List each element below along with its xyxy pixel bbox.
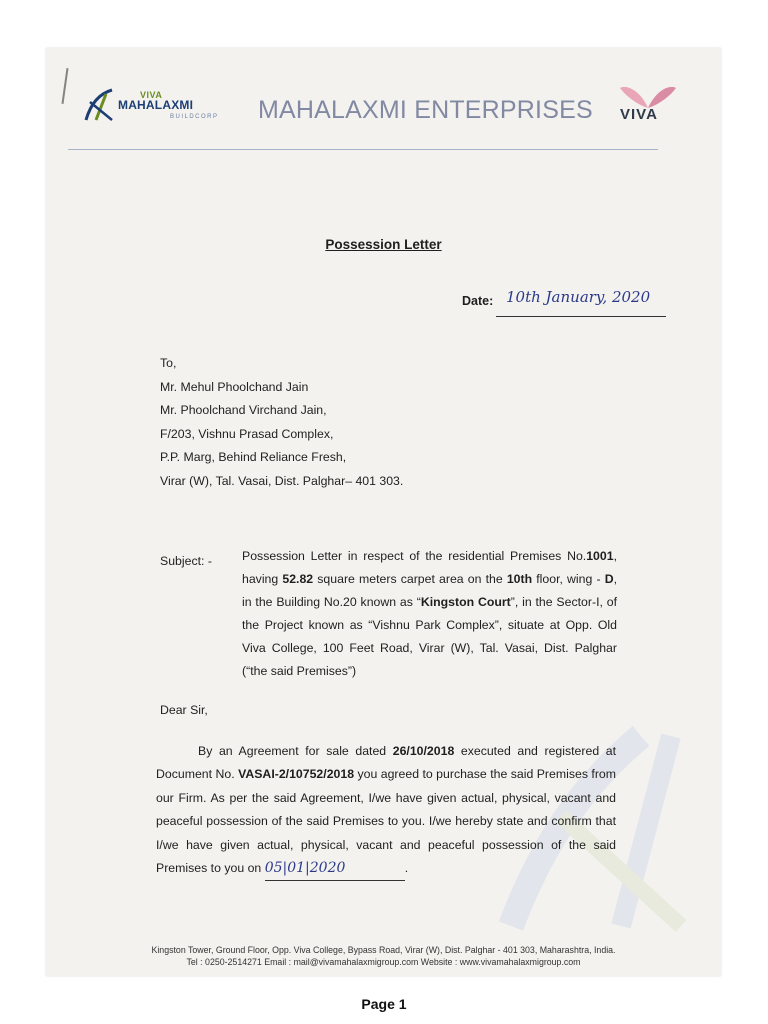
viva-butterfly-logo (612, 82, 684, 132)
building-name: Kingston Court (420, 595, 511, 609)
carpet-area: 52.82 (282, 572, 314, 586)
body-part: By an Agreement for sale dated (198, 744, 393, 758)
address-line: P.P. Marg, Behind Reliance Fresh, (160, 450, 347, 464)
letterhead (46, 48, 721, 158)
floor-number: 10th (506, 572, 533, 586)
logo-script-icon (82, 86, 122, 126)
footer-address: Kingston Tower, Ground Floor, Opp. Viva College, Bypass Road, Virar (W), Dist. Palghar - 401 303, Maharashtra, India. (151, 945, 616, 955)
brand-small-text: VIVA (140, 90, 163, 100)
address-line: F/203, Vishnu Prasad Complex, (160, 426, 334, 441)
address-line: Mr. Phoolchand Virchand Jain, (160, 403, 327, 417)
wing-letter: D (604, 572, 614, 586)
letter-page (46, 48, 721, 976)
recipient-address (160, 352, 403, 493)
letter-title: Possession Letter (325, 237, 442, 252)
footer-contact: Tel : 0250-2514271 Email : mail@vivamahalaxmigroup.com Website : www.vivamahalaxmigroup.com (186, 957, 581, 967)
document-number: VASAI-2/10752/2018 (238, 767, 355, 782)
company-name: MAHALAXMI ENTERPRISES (258, 96, 593, 124)
brand-main-text: MAHALAXMI (118, 98, 194, 112)
address-line: Virar (W), Tal. Vasai, Dist. Palghar– 401 303. (160, 473, 404, 488)
page-number: Page 1 (361, 996, 407, 1012)
address-line: To, (160, 356, 177, 370)
body-part: . (404, 861, 409, 876)
subject-text (242, 545, 617, 683)
agreement-date: 26/10/2018 (392, 744, 455, 758)
salutation: Dear Sir, (160, 703, 208, 717)
date-label: Date: (462, 294, 494, 308)
subject-part: , in the Building No.20 known as “ (242, 572, 617, 609)
handwritten-date: 10th January, 2020 (506, 288, 651, 306)
premises-number: 1001 (586, 549, 614, 563)
subject-part: floor, wing - (532, 572, 605, 586)
subject-part: Possession Letter in respect of the residential Premises No. (242, 549, 587, 563)
brand-tagline: BUILDCORP (170, 114, 219, 120)
handwritten-possession-date: 05|01|2020 (265, 857, 405, 881)
viva-logo-text: VIVA (620, 106, 658, 123)
address-line: Mr. Mehul Phoolchand Jain (160, 379, 309, 394)
header-divider (68, 149, 658, 150)
date-underline (496, 316, 666, 317)
subject-label: Subject: - (160, 554, 212, 568)
viva-mahalaxmi-logo (82, 86, 232, 130)
subject-part: , having (242, 549, 617, 586)
body-part: executed and registered at Document No. (156, 744, 617, 782)
subject-part: ”, in the Sector-I, of the Project known as “Vishnu Park Complex”, situate at Opp. Old Viva College, 100 Feet Road, Virar (W), Tal. Vasai, Dist. Palghar (“the said Premises”) (242, 595, 617, 678)
body-paragraph (156, 740, 616, 881)
letter-footer (46, 944, 721, 968)
body-part: you agreed to purchase the said Premises from our Firm. As per the said Agreement, I/we have given actual, physical, vacant and peaceful possession of the said Premises to you. I/we hereby state and confirm that I/we have given actual, physical, vacant and peaceful possession of the said Premises to you on (156, 767, 616, 876)
subject-part: square meters carpet area on the (313, 572, 507, 586)
